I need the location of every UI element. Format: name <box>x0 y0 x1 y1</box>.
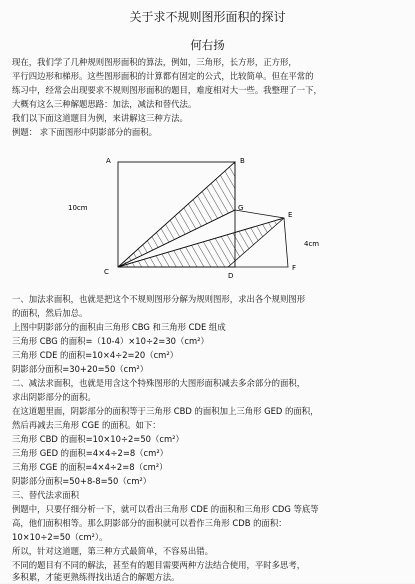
body-line: 求出阴影部分的面积。 <box>12 392 96 402</box>
body-line: 三、替代法求面积 <box>12 490 79 500</box>
body-line: 然后再减去三角形 CGE 的面积。如下： <box>12 420 161 430</box>
body-line: 例题中，只要仔细分析一下，就可以看出三角形 CDE 的面积和三角形 CDG 等底等 <box>12 504 319 514</box>
body-line: 一、加法求面积，也就是把这个不规则图形分解为规则图形，求出各个规则图形 <box>12 294 306 304</box>
geometry-figure <box>60 150 360 285</box>
label-e: E <box>288 211 293 219</box>
label-d: D <box>228 272 234 280</box>
document-title: 关于求不规则图形面积的探讨 <box>129 10 286 24</box>
label-b: B <box>240 157 245 165</box>
example-prompt: 例题： 求下面图形中阴影部分的面积。 <box>12 127 158 137</box>
label-g: G <box>238 204 244 212</box>
body-line: 三角形 CBD 的面积=10×10÷2=50（cm²） <box>12 434 184 444</box>
intro-line: 练习中，经常会出现要求不规则图形面积的题目，难度相对大一些。我整理了一下， <box>12 85 322 95</box>
body-line: 上图中阴影部分的面积由三角形 CBG 和三角形 CDE 组成 <box>12 322 226 332</box>
body-line: 高，他们面积相等。那么阴影部分的面积就可以看作三角形 CDB 的面积： <box>12 518 287 528</box>
intro-line: 大概有这么三种解题思路：加法，减法和替代法。 <box>12 99 197 109</box>
body-line: 在这道题里面，阴影部分的面积等于三角形 CBD 的面积加上三角形 GED 的面积， <box>12 406 319 416</box>
dimension-10cm: 10cm <box>68 204 88 212</box>
body-line: 阴影部分面积=50+8-8=50（cm²） <box>12 476 152 486</box>
body-line: 的面积，然后加总。 <box>12 308 88 318</box>
intro-line: 平行四边形和梯形。这些图形面积的计算都有固定的公式，比较简单。但在平常的 <box>12 71 314 81</box>
body-line: 不同的题目有不同的解法，甚至有的题目需要两种方法结合使用，平时多思考， <box>12 560 306 570</box>
dimension-4cm: 4cm <box>304 240 320 248</box>
body-line: 阴影部分面积=30+20=50（cm²） <box>12 364 149 374</box>
author-name: 何右扬 <box>190 38 225 52</box>
body-line: 10×10÷2=50（cm²）。 <box>12 532 108 542</box>
body-line: 三角形 CGE 的面积=4×4÷2=8（cm²） <box>12 462 168 472</box>
label-f: F <box>292 264 297 272</box>
body-line: 三角形 CBG 的面积=（10-4）×10÷2=30（cm²） <box>12 336 209 346</box>
body-line: 多积累，才能更熟练得找出适合的解题方法。 <box>12 572 180 582</box>
intro-line: 现在，我们学了几种规则图形面积的算法，例如，三角形，长方形，正方形， <box>12 57 297 67</box>
label-a: A <box>106 157 111 165</box>
label-c: C <box>104 268 109 276</box>
intro-line: 我们以下面这道题目为例，来讲解这三种方法。 <box>12 113 188 123</box>
body-line: 三角形 GED 的面积=4×4÷2=8（cm²） <box>12 448 169 458</box>
body-line: 二、减法求面积，也就是用含这个特殊图形的大图形面积减去多余部分的面积， <box>12 378 306 388</box>
body-line: 三角形 CDE 的面积=10×4÷2=20（cm²） <box>12 350 179 360</box>
body-line: 所以，针对这道题，第三种方式最简单，不容易出错。 <box>12 546 213 556</box>
